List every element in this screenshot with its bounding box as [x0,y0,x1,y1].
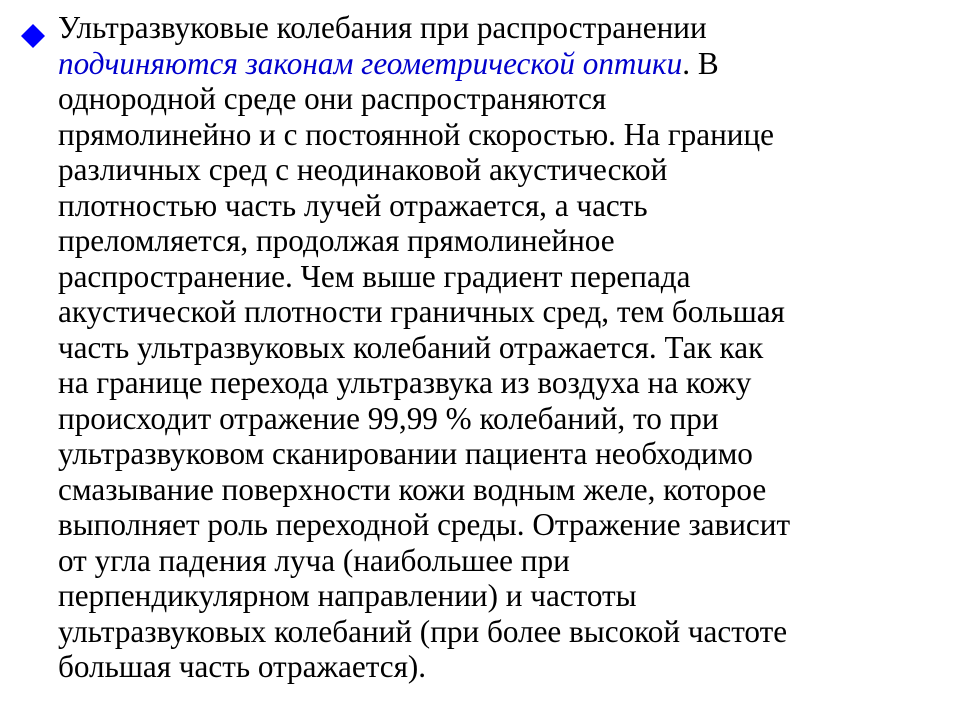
text-segment: смазывание поверхности кожи водным желе, которое [58,471,767,507]
text-line [58,294,948,330]
text-segment: прямолинейно и с постоянной скоростью. На границе [58,116,775,152]
text-segment: большая часть отражается). [58,649,427,684]
text-line [58,188,948,224]
text-line [58,259,948,295]
text-segment: . В [682,45,719,81]
text-line [58,578,948,614]
text-segment: различных сред с неодинаковой акустической [58,152,668,187]
text-line [58,223,948,259]
text-line [58,10,948,46]
text-line [58,507,948,543]
text-line [58,614,948,650]
text-line [58,330,948,366]
body-paragraph [58,10,948,685]
text-segment: ультразвуковом сканировании пациента необходимо [58,436,753,471]
text-line [58,117,948,153]
text-segment: однородной среде они распространяются [58,81,607,116]
text-segment: Ультразвуковые колебания при распространении [58,10,707,45]
text-line [58,152,948,188]
text-line [58,365,948,401]
text-segment: выполняет роль переходной среды. Отражение зависит [58,507,791,542]
text-segment: ультразвуковых колебаний (при более высокой частоте [58,613,788,649]
text-line [58,649,948,685]
text-segment: происходит отражение 99,99 % колебаний, то при [58,400,719,436]
text-segment: плотностью часть лучей отражается, а часть [58,187,648,223]
text-line [58,401,948,437]
text-line [58,543,948,579]
text-segment: распространение. Чем выше градиент перепада [58,258,691,294]
diamond-bullet-icon [20,23,46,49]
text-segment: преломляется, продолжая прямолинейное [58,223,615,258]
diamond-shape [21,24,45,48]
text-segment: от угла падения луча (наибольшее при [58,542,570,578]
text-line [58,46,948,82]
text-segment: часть ультразвуковых колебаний отражается. Так как [58,329,764,365]
text-segment: перпендикулярном направлении) и частоты [58,578,637,613]
text-line [58,81,948,117]
text-line [58,436,948,472]
text-line [58,472,948,508]
emphasized-text: подчиняются законам геометрической оптики [58,45,683,81]
text-segment: акустической плотности граничных сред, тем большая [58,294,785,329]
text-segment: на границе перехода ультразвука из воздуха на кожу [58,365,752,400]
